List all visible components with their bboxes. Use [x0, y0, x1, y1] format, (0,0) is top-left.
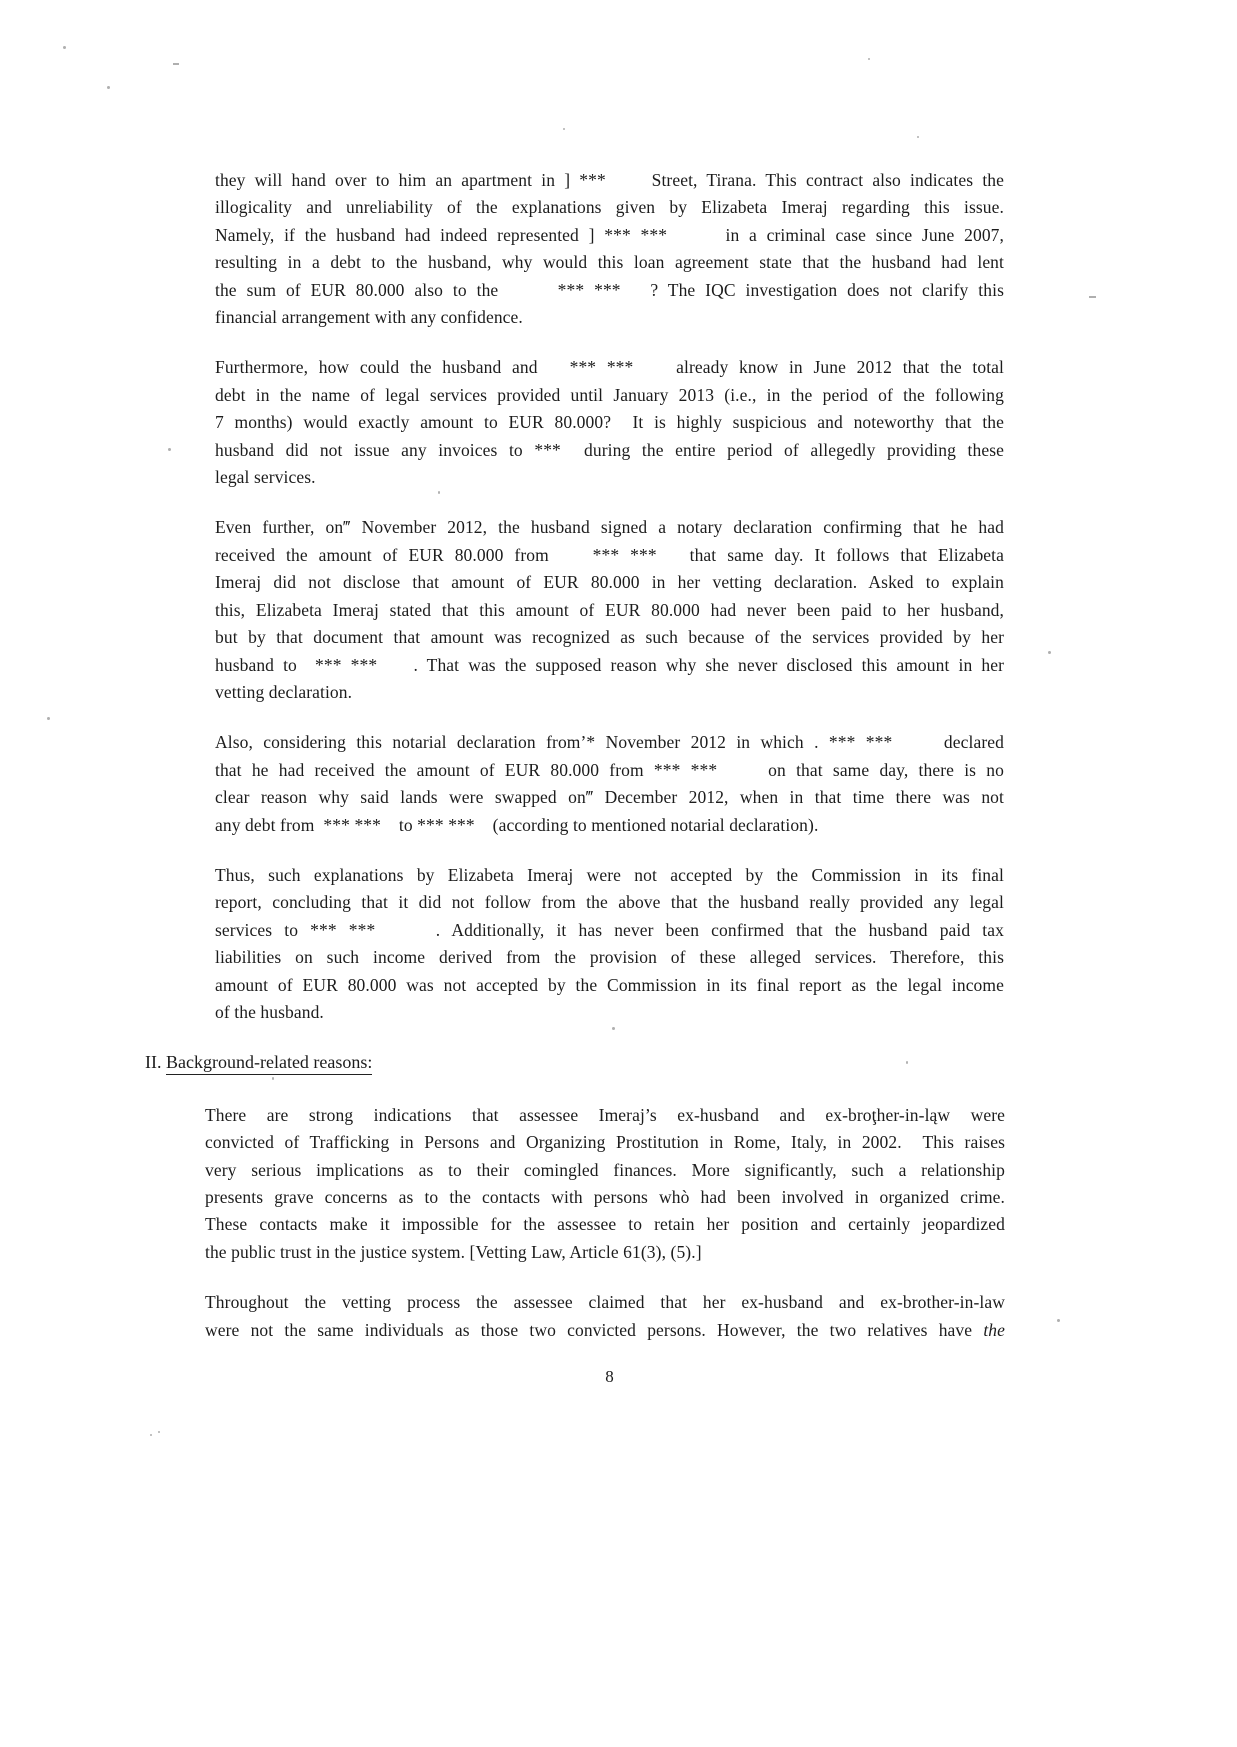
text-line: financial arrangement with any confidence. — [215, 307, 523, 328]
scan-speck — [917, 136, 919, 138]
text-line: husband to *** *** . That was the supposed reason why she never disclosed this amount in her — [215, 654, 1004, 675]
text-line: debt in the name of legal services provided until January 2013 (i.e., in the period of the following — [215, 384, 1004, 405]
scan-speck — [47, 717, 50, 720]
text-line: These contacts make it impossible for the assessee to retain her position and certainly jeopardized — [205, 1214, 1005, 1235]
paragraph — [215, 167, 1004, 331]
scan-speck — [868, 58, 870, 60]
text-line: they will hand over to him an apartment in ] *** Street, Tirana. This contract also indicates the — [215, 170, 1004, 190]
text-line: very serious implications as to their comingled finances. More significantly, such a relationship — [205, 1159, 1005, 1180]
scan-speck — [107, 86, 110, 89]
text-line: were not the same individuals as those two convicted persons. However, the two relatives have the — [205, 1319, 1005, 1340]
text-line: resulting in a debt to the husband, why would this loan agreement state that the husband had lent — [215, 252, 1004, 273]
text-line: Namely, if the husband had indeed represented ] *** *** in a criminal case since June 2007, — [215, 224, 1004, 245]
text-line: clear reason why said lands were swapped on‴ December 2012, when in that time there was not — [215, 787, 1004, 808]
paragraph — [215, 514, 1004, 706]
text-line: Thus, such explanations by Elizabeta Imeraj were not accepted by the Commission in its final — [215, 864, 1004, 885]
text-line: vetting declaration. — [215, 681, 353, 702]
text-line: 7 months) would exactly amount to EUR 80.000? It is highly suspicious and noteworthy that the — [215, 412, 1004, 433]
document-body — [145, 167, 1005, 1387]
text-line: this, Elizabeta Imeraj stated that this amount of EUR 80.000 had never been paid to her husband, — [215, 599, 1004, 620]
text-line: that he had received the amount of EUR 80.000 from *** *** on that same day, there is no — [215, 759, 1004, 780]
text-line: report, concluding that it did not follow from the above that the husband really provided any legal — [215, 892, 1004, 913]
text-line: services to *** *** . Additionally, it has never been confirmed that the husband paid tax — [215, 919, 1004, 940]
section-heading-text: Background-related reasons: — [166, 1052, 372, 1075]
text-line: Imeraj did not disclose that amount of EUR 80.000 in her vetting declaration. Asked to explain — [215, 572, 1004, 593]
text-line: convicted of Trafficking in Persons and Organizing Prostitution in Rome, Italy, in 2002. This raises — [205, 1132, 1005, 1153]
text-line: of the husband. — [215, 1001, 324, 1022]
scan-speck — [158, 1431, 160, 1433]
scan-speck — [168, 448, 171, 451]
text-line: illogicality and unreliability of the explanations given by Elizabeta Imeraj regarding this issue. — [215, 197, 1004, 218]
paragraph — [215, 862, 1004, 1026]
text-line: presents grave concerns as to the contacts with persons whò had been involved in organized crime. — [205, 1187, 1005, 1207]
scan-speck — [173, 63, 179, 65]
page-number: 8 — [605, 1367, 614, 1387]
section-heading-prefix: II. — [145, 1052, 166, 1073]
text-line: husband did not issue any invoices to *** during the entire period of allegedly providing these — [215, 439, 1004, 460]
text-line: amount of EUR 80.000 was not accepted by the Commission in its final report as the legal income — [215, 974, 1004, 995]
italic-word: the — [983, 1319, 1005, 1340]
scan-speck — [1048, 651, 1051, 654]
text-line: Furthermore, how could the husband and *** *** already know in June 2012 that the total — [215, 357, 1004, 378]
text-line: any debt from *** *** to *** *** (according to mentioned notarial declaration). — [215, 814, 819, 835]
text-line: received the amount of EUR 80.000 from *** *** that same day. It follows that Elizabeta — [215, 544, 1004, 565]
scan-speck — [563, 128, 565, 130]
paragraph — [215, 729, 1004, 839]
text-line: but by that document that amount was recognized as such because of the services provided by her — [215, 627, 1004, 648]
text-line: Also, considering this notarial declaration from’* November 2012 in which . *** *** declared — [215, 732, 1004, 753]
text-line: the public trust in the justice system. [Vetting Law, Article 61(3), (5).] — [205, 1241, 702, 1262]
scan-speck — [63, 46, 66, 49]
paragraph — [215, 354, 1004, 491]
text-line: the sum of EUR 80.000 also to the *** *** ? The IQC investigation does not clarify this — [215, 279, 1004, 300]
text-line: There are strong indications that assessee Imeraj’s ex-husband and ex-broţher-in-ląw were — [205, 1104, 1005, 1125]
paragraph — [205, 1102, 1005, 1266]
paragraph — [205, 1289, 1005, 1344]
scan-speck — [1089, 296, 1096, 298]
text-line: Throughout the vetting process the assessee claimed that her ex-husband and ex-brother-in-law — [205, 1292, 1005, 1313]
text-line: liabilities on such income derived from the provision of these alleged services. Therefore, this — [215, 947, 1004, 968]
scan-speck — [1057, 1319, 1060, 1322]
text-line: Even further, on‴ November 2012, the husband signed a notary declaration confirming that he had — [215, 517, 1004, 538]
section-heading — [145, 1049, 1004, 1076]
scan-speck — [150, 1434, 152, 1436]
text-line: legal services. — [215, 467, 316, 488]
